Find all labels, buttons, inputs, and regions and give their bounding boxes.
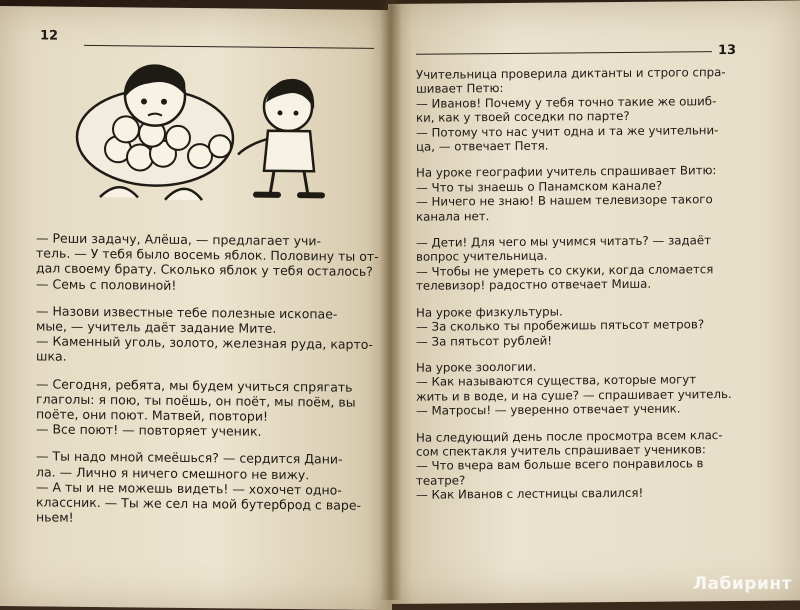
left-page: [0, 6, 392, 610]
text-line: — Все поют! — повторяет ученик.: [36, 421, 262, 439]
text-line: — Ты надо мной смеёшься? — сердится Дани-: [36, 448, 343, 468]
right-page: [388, 0, 800, 604]
text-line: классник. — Ты же сел на мой бутерброд с варе-: [36, 494, 362, 513]
header-rule-right: [416, 51, 712, 55]
text-line: канала нет.: [416, 208, 490, 224]
text-line: тель. — У тебя было восемь яблок. Половину ты от-: [36, 245, 379, 265]
text-line: дал своему брату. Сколько яблок у тебя осталось?: [36, 260, 373, 280]
text-line: — Каменный уголь, золото, железная руда, карто-: [36, 333, 373, 353]
text-line: — Чтобы не умереть со скуки, когда сломается: [416, 262, 714, 279]
text-line: — Назови известные тебе полезные ископае-: [36, 303, 338, 322]
text-line: — Что ты знаешь о Панамском канале?: [416, 178, 663, 195]
text-line: ньем!: [36, 509, 74, 526]
text-line: мые, — учитель даёт задание Мите.: [36, 318, 277, 336]
text-line: — За пятьсот рублей!: [416, 333, 552, 349]
cartoon-illustration: [60, 57, 360, 210]
text-line: — Дети! Для чего мы учимся читать? — задаёт: [416, 233, 711, 250]
text-line: жить и в воде, и на суше? — спрашивает учитель.: [416, 386, 732, 404]
text-line: — А ты и не можешь видеть! — хохочет одно-: [36, 479, 342, 498]
text-line: вопрос учительница.: [416, 249, 548, 265]
text-line: — Как называются существа, которые могут: [416, 372, 697, 390]
text-line: ки, как у твоей соседки по парте?: [416, 109, 630, 125]
page-number-right: 13: [718, 42, 737, 59]
text-line: — Семь с половиной!: [36, 275, 177, 293]
text-line: — Потому что нас учит одна и та же учительни-: [416, 122, 719, 140]
text-line: — Реши задачу, Алёша, — предлагает учи-: [36, 230, 322, 249]
text-line: сом спектакля учитель спрашивает учеников:: [416, 442, 706, 459]
text-line: — Матросы! — уверенно отвечает ученик.: [416, 401, 681, 418]
page-number-left: 12: [40, 28, 59, 44]
text-line: — Как Иванов с лестницы свалился!: [416, 485, 644, 502]
text-line: театре?: [416, 473, 466, 488]
text-line: — За сколько ты пробежишь пятьсот метров?: [416, 317, 705, 334]
text-line: На уроке географии учитель спрашивает Витю:: [416, 163, 717, 181]
text-line: шивает Петю:: [416, 81, 504, 97]
right-page-text: [416, 65, 732, 502]
text-line: — Сегодня, ребята, мы будем учиться спрягать: [36, 376, 353, 395]
text-line: ца, — отвечает Петя.: [416, 138, 549, 154]
text-line: поёте, они поют. Матвей, повтори!: [36, 406, 268, 424]
text-line: — Что вчера вам больше всего понравилось в: [416, 456, 704, 474]
watermark: Лабиринт: [692, 574, 792, 594]
text-line: Учительница проверила диктанты и строго спра-: [416, 65, 726, 82]
text-line: телевизор! радостно отвечает Миша.: [416, 276, 652, 294]
text-line: — Ничего не знаю! В нашем телевизоре такого: [416, 192, 713, 210]
text-line: глаголы: я пою, ты поёшь, он поёт, мы поём, вы: [36, 391, 356, 410]
text-line: На следующий день после просмотра всем клас-: [416, 427, 723, 445]
text-line: — Иванов! Почему у тебя точно такие же ошиб-: [416, 93, 717, 111]
text-line: На уроке зоологии.: [416, 359, 537, 375]
text-line: ла. — Лично я ничего смешного не вижу.: [36, 464, 310, 482]
left-page-text: [36, 230, 379, 528]
text-line: шка.: [36, 348, 67, 365]
header-rule-left: [84, 45, 374, 49]
book-gutter: [380, 0, 402, 600]
text-line: На уроке физкультуры.: [416, 304, 563, 320]
